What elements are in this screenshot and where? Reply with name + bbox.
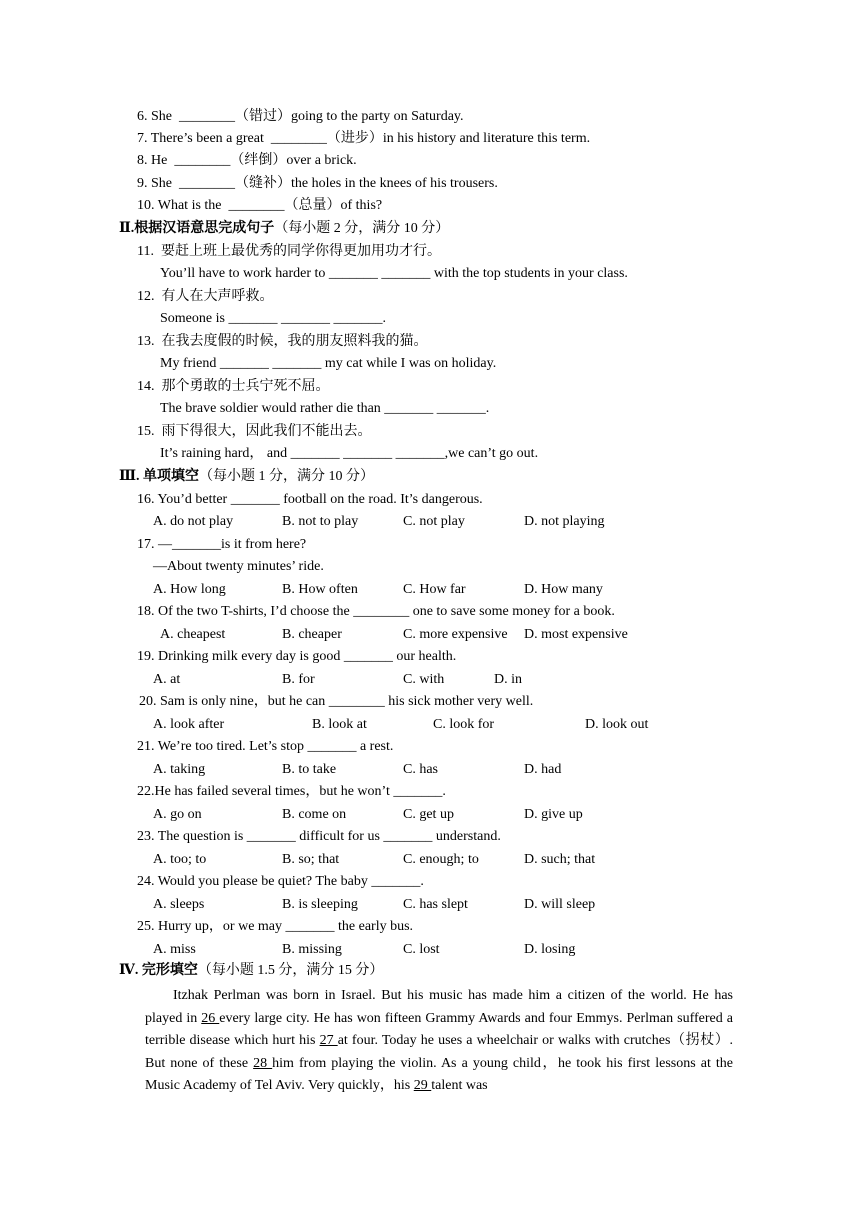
- question-16-option-a: A. do not play: [153, 514, 234, 529]
- question-20-option-a: A. look after: [153, 717, 225, 732]
- question-19-option-b: B. for: [282, 672, 315, 687]
- question-23-option-d: D. such; that: [524, 852, 596, 867]
- section-4-heading: [119, 962, 383, 980]
- section-2-note: （每小题 2 分，满分 10 分）: [274, 221, 450, 236]
- question-18-option-c: C. more expensive: [403, 627, 508, 642]
- question-15-english: It’s raining hard， and _______ _______ _______,we can’t go out.: [160, 446, 539, 461]
- section-4-note: （每小题 1.5 分，满分 15 分）: [197, 963, 384, 978]
- question-20-option-d: D. look out: [585, 717, 649, 732]
- question-13-chinese: 13. 在我去度假的时候，我的朋友照料我的猫。: [137, 334, 428, 349]
- question-8: 8. He ________（绊倒）over a brick.: [137, 153, 357, 168]
- question-23-option-a: A. too; to: [153, 852, 207, 867]
- question-21-option-b: B. to take: [282, 762, 337, 777]
- question-22-option-c: C. get up: [403, 807, 454, 822]
- question-12-english: Someone is _______ _______ _______.: [160, 311, 386, 326]
- question-12-chinese: 12. 有人在大声呼救。: [137, 289, 274, 304]
- question-16-option-c: C. not play: [403, 514, 465, 529]
- question-7: 7. There’s been a great ________（进步）in his history and literature this term.: [137, 131, 591, 146]
- question-22-option-d: D. give up: [524, 807, 583, 822]
- question-19-option-d: D. in: [494, 672, 522, 687]
- question-15-chinese: 15. 雨下得很大，因此我们不能出去。: [137, 424, 372, 439]
- passage-text: talent was: [431, 1078, 488, 1094]
- question-25-stem: 25. Hurry up，or we may _______ the early bus.: [137, 919, 414, 934]
- question-23-option-c: C. enough; to: [403, 852, 479, 867]
- question-17-option-c: C. How far: [403, 582, 466, 597]
- question-17-reply: —About twenty minutes’ ride.: [153, 559, 324, 574]
- question-21-option-a: A. taking: [153, 762, 206, 777]
- question-20-option-b: B. look at: [312, 717, 367, 732]
- section-3-title: Ⅲ. 单项填空: [119, 469, 200, 484]
- section-3-note: （每小题 1 分，满分 10 分）: [199, 469, 375, 484]
- blank-28: 28: [253, 1055, 273, 1071]
- question-24-option-a: A. sleeps: [153, 897, 205, 912]
- question-25-option-b: B. missing: [282, 942, 342, 957]
- question-11-english: You’ll have to work harder to _______ _______ with the top students in your class.: [160, 266, 628, 281]
- question-6: 6. She ________（错过）going to the party on Saturday.: [137, 109, 464, 124]
- question-23-option-b: B. so; that: [282, 852, 340, 867]
- question-18-option-b: B. cheaper: [282, 627, 342, 642]
- question-21-option-c: C. has: [403, 762, 438, 777]
- section-2-heading: [119, 220, 449, 238]
- question-21-option-d: D. had: [524, 762, 562, 777]
- section-4-title: Ⅳ. 完形填空: [119, 963, 198, 978]
- question-20-option-c: C. look for: [433, 717, 495, 732]
- question-18-option-d: D. most expensive: [524, 627, 628, 642]
- question-11-chinese: 11. 要赶上班上最优秀的同学你得更加用功才行。: [137, 244, 441, 259]
- passage-text: at four. Today he uses a wheelchair or walks with crutches（拐杖）. But none of these: [145, 1033, 733, 1071]
- passage-text: him from playing the violin. As a young child，he took his first lessons at the Music Academy of Tel Aviv. Very quickly，his: [145, 1055, 734, 1094]
- blank-27: 27: [319, 1033, 338, 1049]
- question-16-option-b: B. not to play: [282, 514, 359, 529]
- question-17-option-a: A. How long: [153, 582, 226, 597]
- section-2-title: Ⅱ.根据汉语意思完成句子: [119, 221, 275, 236]
- question-18-stem: 18. Of the two T-shirts, I’d choose the ________ one to save some money for a book.: [137, 604, 615, 619]
- question-14-chinese: 14. 那个勇敢的士兵宁死不屈。: [137, 379, 330, 394]
- question-24-stem: 24. Would you please be quiet? The baby _______.: [137, 874, 424, 889]
- question-9: 9. She ________（缝补）the holes in the knees of his trousers.: [137, 176, 498, 191]
- passage-text: Itzhak Perlman was born in Israel. But his music has made him a citizen of the world. He has played in: [145, 988, 733, 1026]
- question-19-option-c: C. with: [403, 672, 445, 687]
- question-14-english: The brave soldier would rather die than _______ _______.: [160, 401, 490, 416]
- question-18-option-a: A. cheapest: [160, 627, 226, 642]
- passage-text: every large city. He has won fifteen Grammy Awards and four Emmys. Perlman suffered a terrible disease which hurt his: [145, 1010, 733, 1049]
- question-20-stem: 20. Sam is only nine，but he can ________ his sick mother very well.: [139, 694, 534, 709]
- question-23-stem: 23. The question is _______ difficult for us _______ understand.: [137, 829, 501, 844]
- question-19-stem: 19. Drinking milk every day is good _______ our health.: [137, 649, 457, 664]
- question-22-option-a: A. go on: [153, 807, 202, 822]
- question-17-option-b: B. How often: [282, 582, 358, 597]
- question-22-stem: 22.He has failed several times，but he won’t _______.: [137, 784, 446, 799]
- blank-26: 26: [201, 1010, 220, 1026]
- cloze-passage: [145, 985, 733, 1098]
- question-16-stem: 16. You’d better _______ football on the road. It’s dangerous.: [137, 492, 483, 507]
- question-16-option-d: D. not playing: [524, 514, 605, 529]
- question-24-option-b: B. is sleeping: [282, 897, 358, 912]
- section-3-heading: [119, 468, 374, 486]
- question-17-stem: 17. —_______is it from here?: [137, 537, 307, 552]
- question-25-option-c: C. lost: [403, 942, 440, 957]
- question-10: 10. What is the ________（总量）of this?: [137, 198, 383, 213]
- question-24-option-c: C. has slept: [403, 897, 468, 912]
- blank-29: 29: [413, 1078, 432, 1094]
- question-25-option-d: D. losing: [524, 942, 576, 957]
- question-25-option-a: A. miss: [153, 942, 196, 957]
- question-21-stem: 21. We’re too tired. Let’s stop _______ a rest.: [137, 739, 394, 754]
- question-19-option-a: A. at: [153, 672, 181, 687]
- question-22-option-b: B. come on: [282, 807, 347, 822]
- question-17-option-d: D. How many: [524, 582, 603, 597]
- question-13-english: My friend _______ _______ my cat while I was on holiday.: [160, 356, 497, 371]
- question-24-option-d: D. will sleep: [524, 897, 596, 912]
